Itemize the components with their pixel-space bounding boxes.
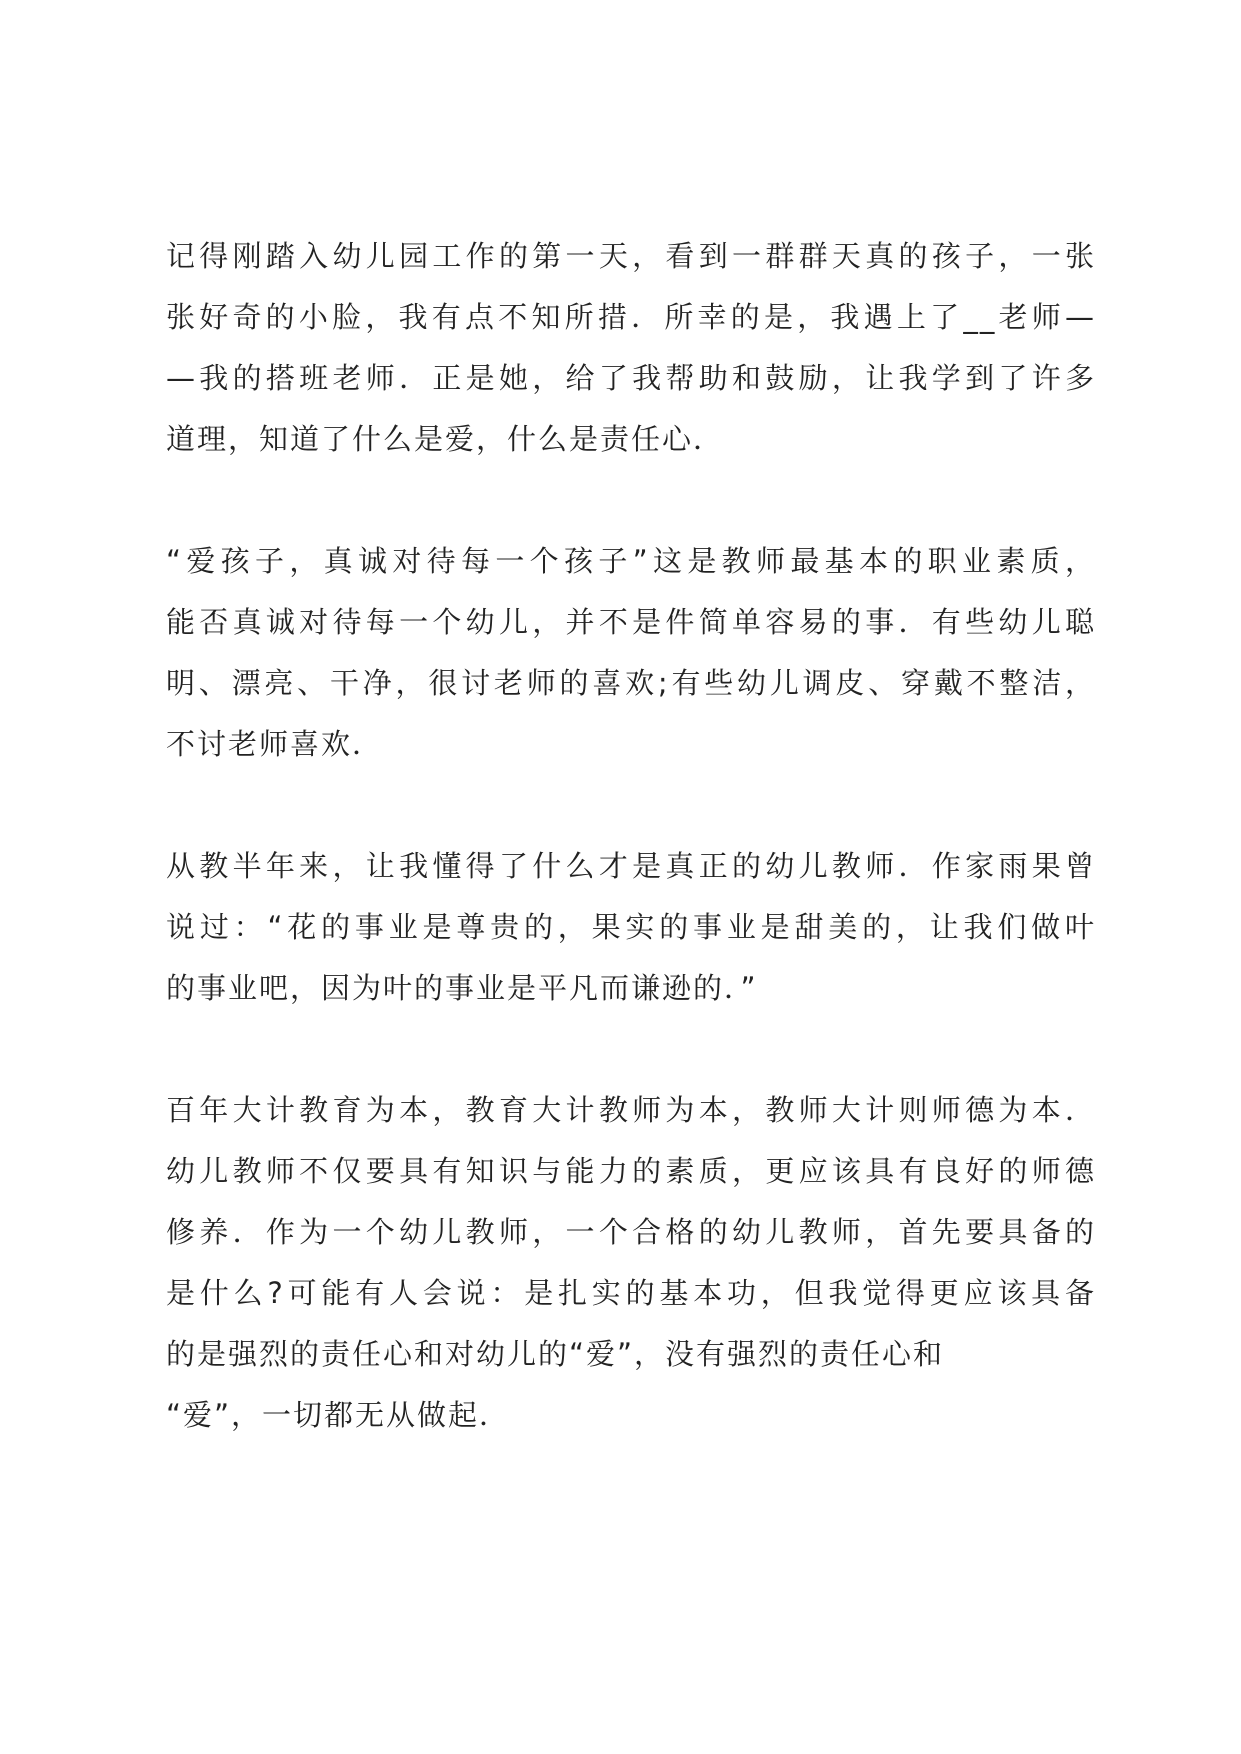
text-line: 能否真诚对待每一个幼儿，并不是件简单容易的事．有些幼儿聪 — [166, 605, 1096, 639]
paragraph-2 — [166, 531, 1096, 775]
paragraph-4 — [166, 1080, 1096, 1446]
text-line: 从教半年来，让我懂得了什么才是真正的幼儿教师．作家雨果曾 — [166, 849, 1096, 883]
text-line: 是什么?可能有人会说：是扎实的基本功，但我觉得更应该具备 — [166, 1276, 1096, 1310]
text-line: 记得刚踏入幼儿园工作的第一天，看到一群群天真的孩子，一张 — [166, 239, 1096, 273]
text-line: 张好奇的小脸，我有点不知所措．所幸的是，我遇上了__老师— — [166, 300, 1096, 334]
text-line: “爱”，一切都无从做起． — [166, 1398, 511, 1432]
text-line: 明、漂亮、干净，很讨老师的喜欢;有些幼儿调皮、穿戴不整洁， — [166, 666, 1096, 700]
text-line: —我的搭班老师．正是她，给了我帮助和鼓励，让我学到了许多 — [166, 361, 1096, 395]
text-line: “爱孩子，真诚对待每一个孩子”这是教师最基本的职业素质， — [166, 544, 1096, 578]
paragraph-1 — [166, 226, 1096, 470]
text-line: 的是强烈的责任心和对幼儿的“爱”，没有强烈的责任心和 — [166, 1337, 945, 1371]
text-line: 幼儿教师不仅要具有知识与能力的素质，更应该具有良好的师德 — [166, 1154, 1096, 1188]
text-line: 不讨老师喜欢． — [166, 727, 384, 761]
text-line: 百年大计教育为本，教育大计教师为本，教师大计则师德为本． — [166, 1093, 1096, 1127]
text-line: 修养．作为一个幼儿教师，一个合格的幼儿教师，首先要具备的 — [166, 1215, 1096, 1249]
document-body — [166, 226, 1096, 1507]
text-line: 的事业吧，因为叶的事业是平凡而谦逊的．” — [166, 971, 758, 1005]
text-line: 说过：“花的事业是尊贵的，果实的事业是甜美的，让我们做叶 — [166, 910, 1096, 944]
paragraph-3 — [166, 836, 1096, 1019]
text-line: 道理，知道了什么是爱，什么是责任心． — [166, 422, 725, 456]
